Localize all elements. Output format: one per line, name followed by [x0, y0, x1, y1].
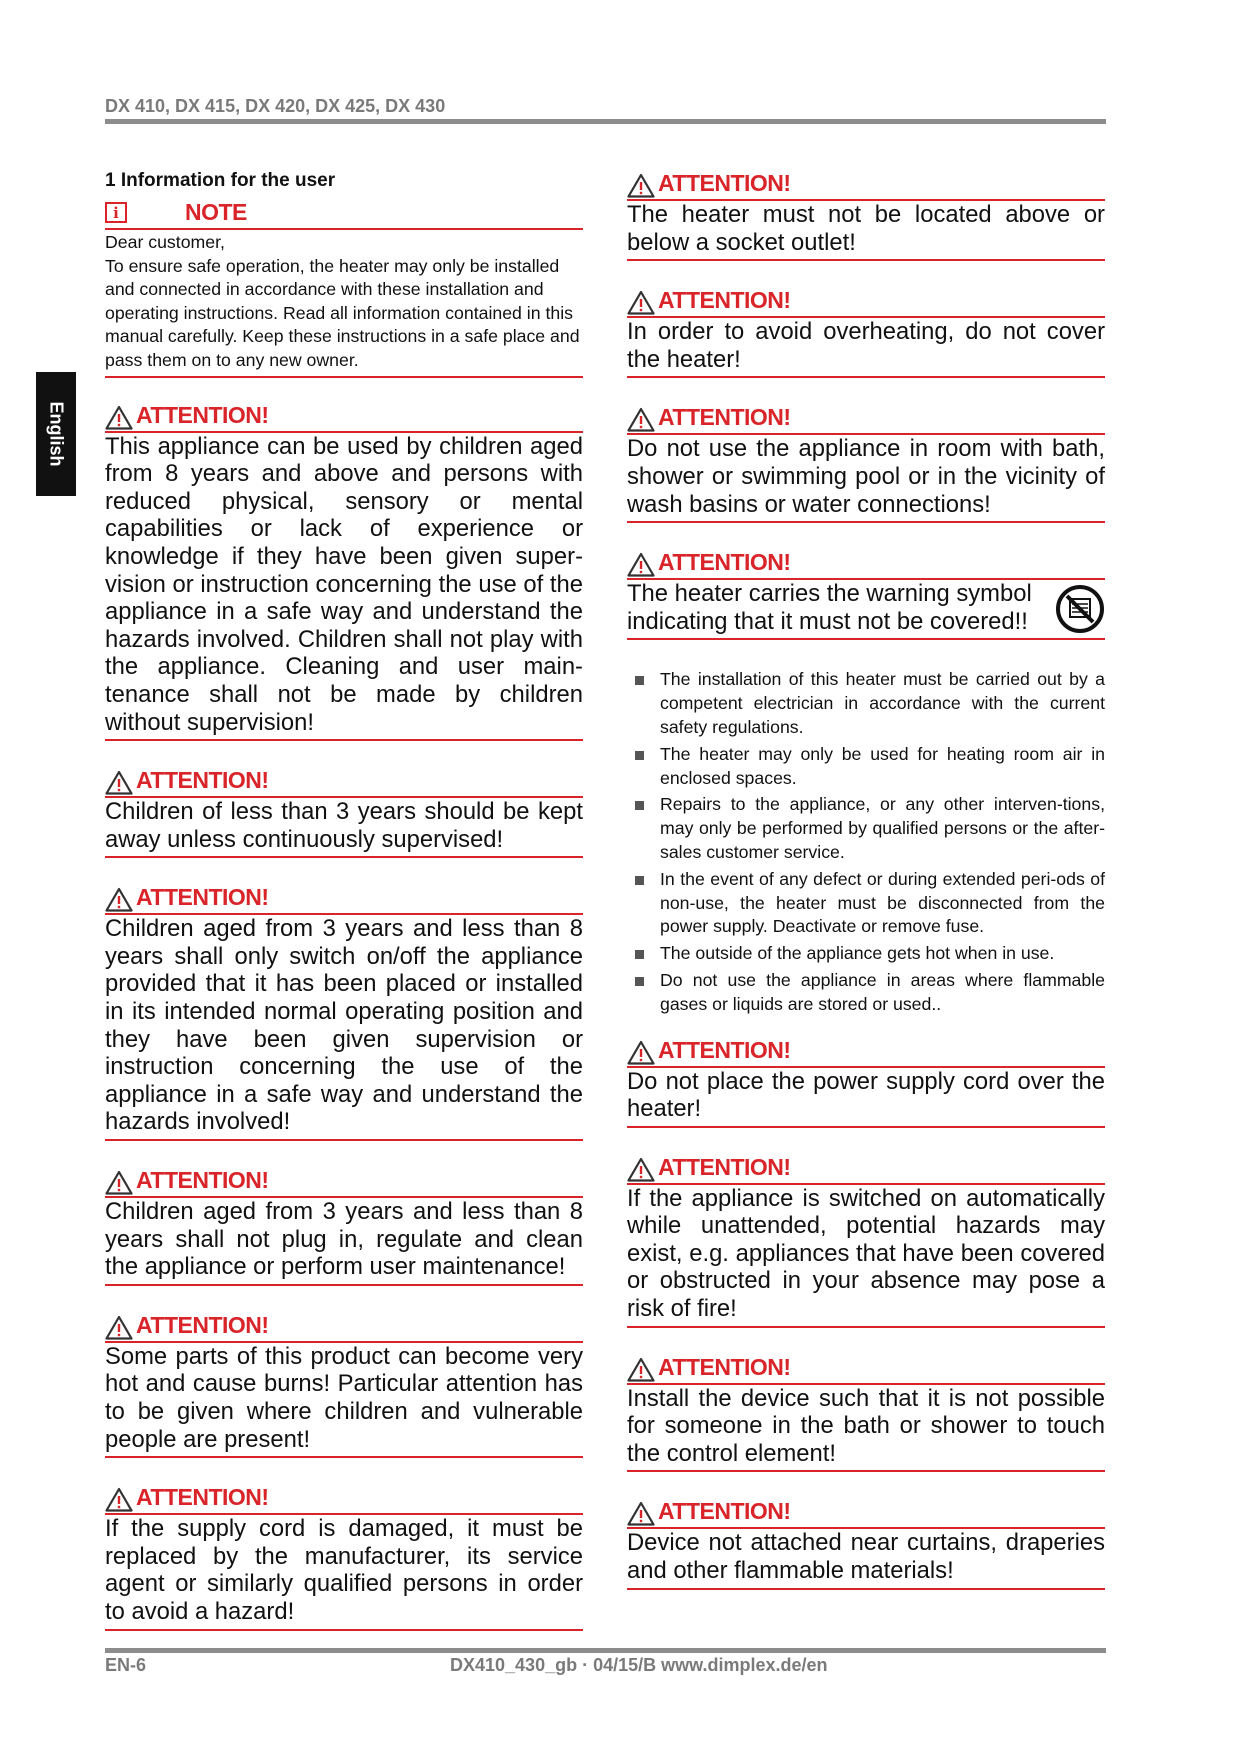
attention-text: Install the device such that it is not possible for someone in the bath or shower to touch the control element!: [627, 1384, 1105, 1467]
warning-triangle-icon: [105, 1170, 133, 1195]
attention-text: If the appliance is switched on automatically while unattended, potential hazards may exist, e.g. appliances that have been covered or obstructed in your absence may pose a risk of fire!: [627, 1184, 1105, 1323]
attention-box: [627, 1353, 1105, 1473]
attention-header: [627, 172, 1105, 201]
attention-label: ATTENTION!: [658, 1036, 791, 1063]
attention-box: [627, 1500, 1105, 1589]
attention-header: [105, 769, 583, 798]
attention-text-with-symbol: [627, 580, 1105, 635]
right-warnings-bottom: [627, 1036, 1105, 1590]
attention-header: [105, 1169, 583, 1198]
attention-header: [105, 1311, 583, 1343]
warning-triangle-icon: [105, 1487, 133, 1512]
attention-label: ATTENTION!: [658, 1353, 791, 1380]
header-title: DX 410, DX 415, DX 420, DX 425, DX 430: [105, 96, 446, 116]
attention-label: ATTENTION!: [136, 1484, 269, 1511]
footer-rule: [105, 1648, 1106, 1653]
right-column: [627, 172, 1105, 1618]
bullet-item: The heater may only be used for heating room air in enclosed spaces.: [627, 743, 1105, 791]
attention-label: ATTENTION!: [658, 170, 791, 196]
attention-text: Device not attached near curtains, draperies and other flammable materials!: [627, 1529, 1105, 1585]
language-tab-label: English: [46, 401, 67, 467]
left-warnings: [105, 401, 583, 1631]
attention-header: [105, 886, 583, 915]
do-not-cover-icon: [1055, 584, 1105, 634]
attention-box: [105, 886, 583, 1141]
warning-triangle-icon: [627, 290, 655, 315]
language-tab: [36, 372, 76, 496]
left-column: [105, 170, 583, 1659]
attention-text: This appliance can be used by children aged from 8 years and above and persons with reduced physical, sensory or mental capabilities or lack of experience or knowledge if they have been given super-vision or instruction concerning the use of the appliance in a safe way and understand the hazards involved. Children shall not play with the appliance. Cleaning and user main-tenance shall not be made by children without supervision!: [105, 432, 583, 736]
note-greeting: Dear customer,: [105, 232, 225, 252]
attention-label: ATTENTION!: [136, 1167, 269, 1194]
attention-label: ATTENTION!: [136, 884, 269, 911]
section-title: 1 Information for the user: [105, 170, 336, 191]
bullet-item: The installation of this heater must be carried out by a competent electrician in accordance with the current safety regulations.: [627, 668, 1105, 739]
attention-box: [105, 1311, 583, 1458]
attention-box: [105, 401, 583, 742]
attention-label: ATTENTION!: [658, 287, 791, 314]
attention-text: In order to avoid overheating, do not cover the heater!: [627, 318, 1105, 373]
header-rule: [105, 119, 1106, 124]
attention-text: If the supply cord is damaged, it must be replaced by the manufacturer, its service agent or similarly qualified persons in order to avoid a hazard!: [105, 1515, 583, 1625]
attention-header: [105, 1486, 583, 1515]
bullet-item: The outside of the appliance gets hot when in use.: [627, 942, 1105, 966]
note-box: [105, 230, 583, 378]
note-label: NOTE: [185, 199, 247, 225]
warning-triangle-icon: [627, 1357, 655, 1382]
attention-box: [627, 1036, 1105, 1128]
warning-triangle-icon: [627, 407, 655, 432]
note-text: To ensure safe operation, the heater may only be installed and connected in accordance with these installation and operating instructions. Read all information contained in this manual carefully. Keep these instructions in a safe place and pass them on to any new owner.: [105, 255, 580, 370]
right-warnings-top: [627, 172, 1105, 640]
footer-doc-reference: DX410_430_gb · 04/15/B www.dimplex.de/en: [450, 1655, 828, 1675]
attention-box: [105, 1486, 583, 1630]
attention-box: [627, 289, 1105, 378]
attention-header: [627, 406, 1105, 435]
attention-label: ATTENTION!: [136, 401, 269, 428]
attention-text: Some parts of this product can become very hot and cause burns! Particular attention has to be given where children and vulnerable people are present!: [105, 1342, 583, 1453]
warning-triangle-icon: [627, 1157, 655, 1182]
attention-label: ATTENTION!: [658, 404, 791, 431]
attention-text: Children aged from 3 years and less than 8 years shall not plug in, regulate and clean the appliance or perform user maintenance!: [105, 1198, 583, 1281]
warning-triangle-icon: [627, 173, 655, 198]
footer-page-number: EN-6: [105, 1655, 147, 1675]
attention-label: ATTENTION!: [136, 767, 269, 794]
attention-text: The heater must not be located above or below a socket outlet!: [627, 201, 1105, 256]
info-icon: i: [105, 202, 127, 223]
attention-box: [627, 551, 1105, 640]
attention-text: Children aged from 3 years and less than 8 years shall only switch on/off the appliance provided that it has been placed or installed in its intended normal operating position and they have been given supervision or instruction concerning the use of the appliance in a safe way and understand the hazards involved!: [105, 915, 583, 1136]
note-header: [105, 198, 583, 230]
attention-text: Do not place the power supply cord over the heater!: [627, 1067, 1105, 1123]
attention-label: ATTENTION!: [658, 1153, 791, 1180]
bullet-item: Repairs to the appliance, or any other interven-tions, may only be performed by qualified persons or the after-sales customer service.: [627, 793, 1105, 864]
warning-triangle-icon: [627, 552, 655, 577]
attention-header: [627, 289, 1105, 318]
attention-header: [627, 1153, 1105, 1185]
warning-triangle-icon: [105, 887, 133, 912]
attention-label: ATTENTION!: [658, 549, 791, 576]
attention-box: [105, 1169, 583, 1286]
attention-text: The heater carries the warning symbol indicating that it must not be covered!!: [627, 580, 1032, 635]
attention-label: ATTENTION!: [136, 1311, 269, 1338]
bullet-item: Do not use the appliance in areas where flammable gases or liquids are stored or used..: [627, 969, 1105, 1017]
safety-bullet-list: [627, 668, 1105, 1016]
attention-header: [627, 1500, 1105, 1529]
attention-header: [627, 551, 1105, 580]
warning-triangle-icon: [105, 1315, 133, 1340]
warning-triangle-icon: [627, 1040, 655, 1065]
warning-triangle-icon: [105, 405, 133, 430]
attention-box: [627, 172, 1105, 261]
attention-label: ATTENTION!: [658, 1498, 791, 1525]
attention-text: Children of less than 3 years should be kept away unless continuously supervised!: [105, 798, 583, 853]
attention-box: [627, 406, 1105, 523]
bullet-item: In the event of any defect or during extended peri-ods of non-use, the heater must be disconnected from the power supply. Deactivate or remove fuse.: [627, 868, 1105, 939]
attention-header: [627, 1353, 1105, 1385]
attention-header: [105, 401, 583, 433]
warning-triangle-icon: [627, 1501, 655, 1526]
attention-box: [627, 1153, 1105, 1328]
attention-header: [627, 1036, 1105, 1068]
warning-triangle-icon: [105, 770, 133, 795]
attention-text: Do not use the appliance in room with bath, shower or swimming pool or in the vicinity of wash basins or water connections!: [627, 435, 1105, 518]
attention-box: [105, 769, 583, 858]
